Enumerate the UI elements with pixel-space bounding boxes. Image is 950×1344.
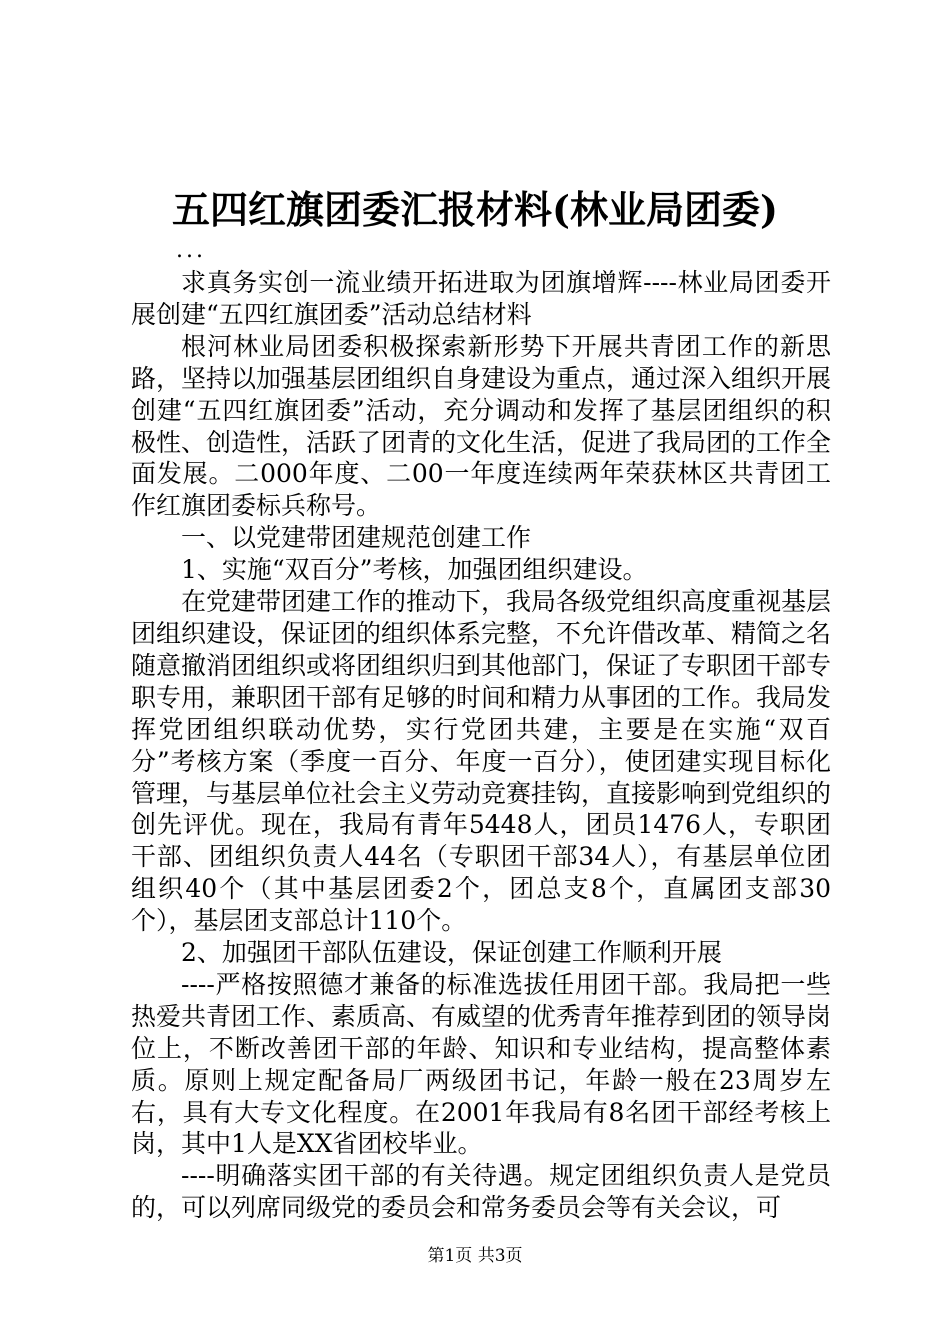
paragraph-subtitle: 求真务实创一流业绩开拓进取为团旗增辉----林业局团委开展创建“五四红旗团委”活动总结材料 bbox=[131, 268, 831, 329]
document-title: 五四红旗团委汇报材料(林业局团委) bbox=[172, 187, 778, 232]
section-heading-1: 一、以党建带团建规范创建工作 bbox=[181, 523, 532, 553]
ellipsis-mark: ... bbox=[176, 238, 206, 263]
paragraph-intro: 根河林业局团委积极探索新形势下开展共青团工作的新思路，坚持以加强基层团组织自身建设为重点，通过深入组织开展创建“五四红旗团委”活动，充分调动和发挥了基层团组织的积极性、创造性，活跃了团青的文化生活，促进了我局团的工作全面发展。二000年度、二00一年度连续两年荣获林区共青团工作红旗团委标兵称号。 bbox=[131, 331, 832, 521]
subsection-heading-2: 2、加强团干部队伍建设，保证创建工作顺利开展 bbox=[181, 938, 722, 968]
paragraph-treatment: ----明确落实团干部的有关待遇。规定团组织负责人是党员的，可以列席同级党的委员会和常务委员会等有关会议，可 bbox=[131, 1161, 831, 1223]
document-body bbox=[131, 267, 831, 1224]
paragraph-selection: ----严格按照德才兼备的标准选拔任用团干部。我局把一些热爱共青团工作、素质高、有威望的优秀青年推荐到团的领导岗位上，不断改善团干部的年龄、知识和专业结构，提高整体素质。原则上规定配备局厂两级团书记，年龄一般在23周岁左右，具有大专文化程度。在2001年我局有8名团干部经考核上岗，其中1人是XX省团校毕业。 bbox=[131, 969, 832, 1159]
paragraph-organization: 在党建带团建工作的推动下，我局各级党组织高度重视基层团组织建设，保证团的组织体系完整，不允许借改革、精简之名随意撤消团组织或将团组织归到其他部门，保证了专职团干部专职专用，兼职团干部有足够的时间和精力从事团的工作。我局发挥党团组织联动优势，实行党团共建，主要是在实施“双百分”考核方案（季度一百分、年度一百分），使团建实现目标化管理，与基层单位社会主义劳动竞赛挂钩，直接影响到党组织的创先评优。现在，我局有青年5448人，团员1476人，专职团干部、团组织负责人44名（专职团干部34人），有基层单位团组织40个（其中基层团委2个，团总支8个，直属团支部30个），基层团支部总计110个。 bbox=[131, 587, 832, 936]
subsection-heading-1: 1、实施“双百分”考核，加强团组织建设。 bbox=[181, 555, 648, 585]
page-footer: 第1页 共3页 bbox=[427, 1246, 523, 1266]
